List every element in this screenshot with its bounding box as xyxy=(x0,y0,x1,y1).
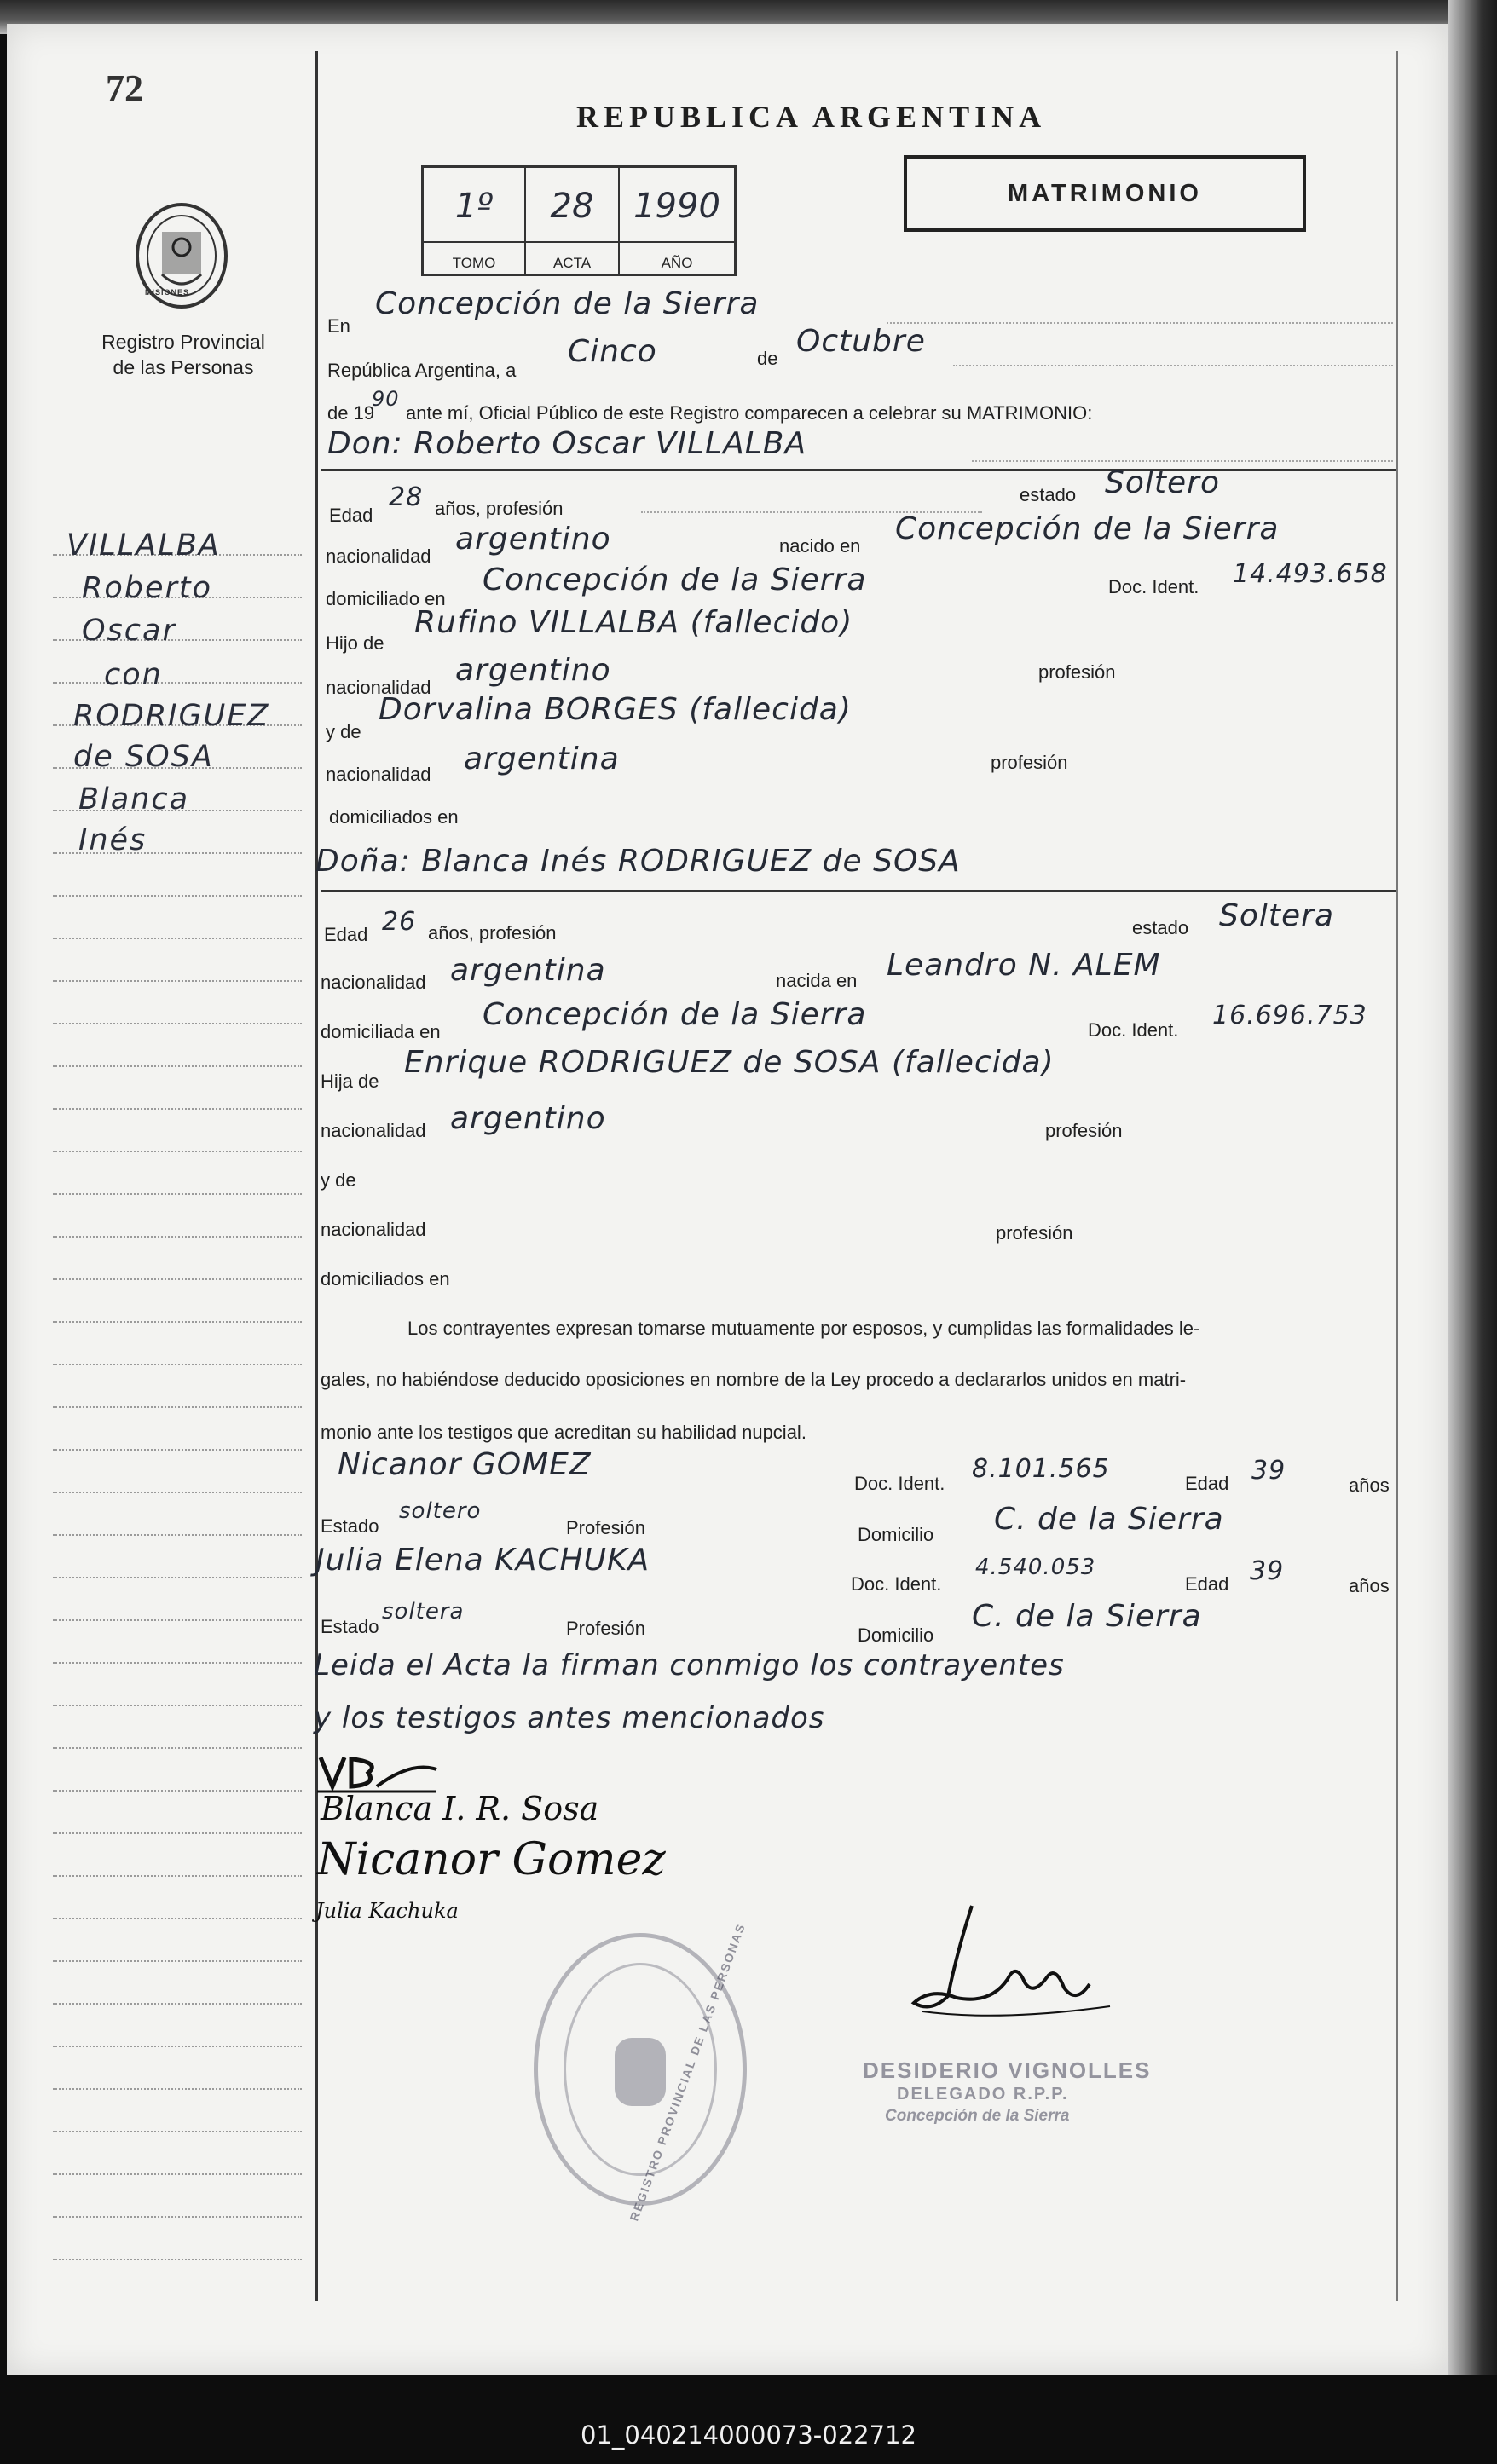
groom-mother-nac: argentina xyxy=(464,742,620,776)
registro-line-1: Registro Provincial xyxy=(101,331,265,353)
margin-dotted-rule xyxy=(53,1705,302,1706)
margin-dotted-rule xyxy=(53,1662,302,1664)
witness-2-estado-label: Estado xyxy=(321,1616,379,1637)
record-box xyxy=(421,165,737,276)
margin-dotted-rule xyxy=(53,1278,302,1280)
page-number: 72 xyxy=(106,67,143,109)
groom-mother-nac-label: nacionalidad xyxy=(326,764,431,785)
tomo-label: TOMO xyxy=(452,255,496,271)
margin-dotted-rule xyxy=(53,1918,302,1919)
margin-name-5: de SOSA xyxy=(73,740,214,774)
groom-father: Rufino VILLALBA (fallecido) xyxy=(414,605,853,640)
margin-dotted-rule xyxy=(53,2003,302,2005)
groom-father-nac-label: nacionalidad xyxy=(326,677,431,698)
bride-divider xyxy=(321,890,1396,892)
witness-1-doc: 8.101.565 xyxy=(972,1454,1110,1484)
witness-1-estado: soltero xyxy=(399,1498,482,1524)
bride-hija-label: Hija de xyxy=(321,1070,379,1092)
tomo-value: 1º xyxy=(454,187,494,226)
margin-name-1: Roberto xyxy=(82,571,213,605)
bride-estado-label: estado xyxy=(1132,917,1189,938)
witness-1-edad-label: Edad xyxy=(1185,1473,1229,1494)
registro-label xyxy=(77,329,290,380)
declaration-line-3: monio ante los testigos que acreditan su habilidad nupcial. xyxy=(321,1422,806,1443)
margin-name-4: RODRIGUEZ xyxy=(73,699,270,733)
groom-father-nac: argentino xyxy=(455,653,611,688)
margin-dotted-rule xyxy=(53,1492,302,1493)
groom-doc-label: Doc. Ident. xyxy=(1108,576,1199,597)
margin-name-6: Blanca xyxy=(78,782,190,817)
groom-name-rule xyxy=(972,460,1393,462)
margin-dotted-rule xyxy=(53,2088,302,2090)
seal-label: MISIONES xyxy=(145,288,190,297)
vb-mark-icon xyxy=(317,1752,445,1795)
bride-father-prof-label: profesión xyxy=(1045,1120,1123,1141)
signature-witness-1: Nicanor Gomez xyxy=(317,1834,666,1885)
country-title: REPUBLICA ARGENTINA xyxy=(576,100,1047,134)
margin-divider xyxy=(315,51,318,2301)
bride-estado: Soltera xyxy=(1219,898,1335,933)
record-box-divider xyxy=(424,241,734,243)
bride-father: Enrique RODRIGUEZ de SOSA (fallecida) xyxy=(404,1045,1055,1080)
intro-place: Concepción de la Sierra xyxy=(375,286,760,321)
registro-line-2: de las Personas xyxy=(113,356,254,378)
witness-2-anos-label: años xyxy=(1349,1575,1390,1596)
official-stamp-title: DELEGADO R.P.P. xyxy=(897,2085,1069,2103)
tomo-cell xyxy=(424,168,526,275)
witness-2-estado: soltera xyxy=(382,1599,465,1624)
scan-footer-bar xyxy=(0,2375,1497,2464)
groom-nac-label: nacionalidad xyxy=(326,545,431,567)
bride-edad-label: Edad xyxy=(324,924,368,945)
bride-domicilio: Concepción de la Sierra xyxy=(483,997,867,1032)
groom-edad-label: Edad xyxy=(329,505,373,526)
closing-line-1: Leida el Acta la firman conmigo los contrayentes xyxy=(314,1648,1065,1682)
margin-dotted-rule xyxy=(53,1023,302,1024)
witness-1-prof-label: Profesión xyxy=(566,1517,645,1538)
witness-2-doc-label: Doc. Ident. xyxy=(851,1573,942,1595)
groom-yde-label: y de xyxy=(326,721,361,742)
book-binding-edge xyxy=(1448,0,1497,2464)
groom-estado-label: estado xyxy=(1020,484,1077,505)
margin-dotted-rule xyxy=(53,1577,302,1578)
act-type-box: MATRIMONIO xyxy=(904,155,1306,232)
en-label: En xyxy=(327,315,350,337)
official-stamp-name: DESIDERIO VIGNOLLES xyxy=(863,2057,1152,2083)
bride-nacida-en: Leandro N. ALEM xyxy=(887,948,1161,983)
ano-value: 1990 xyxy=(633,187,720,226)
margin-dotted-rule xyxy=(53,1832,302,1834)
groom-nacido-en: Concepción de la Sierra xyxy=(895,511,1280,546)
intro-text: ante mí, Oficial Público de este Registro comparecen a celebrar su MATRIMONIO: xyxy=(406,402,1093,424)
margin-dotted-rule xyxy=(53,2131,302,2132)
official-signature-icon xyxy=(897,1902,1118,2030)
right-border xyxy=(1396,51,1398,2301)
round-stamp-text: REGISTRO PROVINCIAL DE LAS PERSONAS xyxy=(627,1921,748,2223)
groom-estado: Soltero xyxy=(1105,465,1220,500)
margin-name-3: con xyxy=(104,658,163,692)
bride-mother-nac-label: nacionalidad xyxy=(321,1219,426,1240)
witness-2-prof-label: Profesión xyxy=(566,1618,645,1639)
groom-divider xyxy=(321,469,1396,471)
margin-dotted-rule xyxy=(53,682,302,684)
witness-2-edad: 39 xyxy=(1250,1556,1285,1586)
bride-dom-label: domiciliada en xyxy=(321,1021,441,1042)
witness-1-doc-label: Doc. Ident. xyxy=(854,1473,945,1494)
margin-dotted-rule xyxy=(53,1108,302,1110)
declaration-line-2: gales, no habiéndose deducido oposiciones en nombre de la Ley procedo a declararlos unidos en matri- xyxy=(321,1369,1187,1390)
margin-dotted-rule xyxy=(53,1790,302,1792)
margin-dotted-rule xyxy=(53,1151,302,1152)
groom-mother: Dorvalina BORGES (fallecida) xyxy=(379,692,852,727)
official-stamp-place: Concepción de la Sierra xyxy=(885,2107,1070,2125)
signature-bride: Blanca I. R. Sosa xyxy=(321,1790,599,1827)
ano-cell xyxy=(620,168,734,275)
signature-witness-2: Julia Kachuka xyxy=(315,1899,459,1923)
intro-year-prefix: de 19 xyxy=(327,402,375,424)
margin-dotted-rule xyxy=(53,1875,302,1877)
margin-dotted-rule xyxy=(53,938,302,939)
bride-yde-label: y de xyxy=(321,1169,356,1191)
groom-name: Don: Roberto Oscar VILLALBA xyxy=(327,426,807,461)
witness-1-domicilio: C. de la Sierra xyxy=(994,1502,1224,1537)
groom-domicilio: Concepción de la Sierra xyxy=(483,563,867,597)
witness-1-dom-label: Domicilio xyxy=(858,1524,934,1545)
bride-nacida-label: nacida en xyxy=(776,970,858,991)
bride-father-nac-label: nacionalidad xyxy=(321,1120,426,1141)
groom-nacionalidad: argentino xyxy=(455,522,611,557)
margin-dotted-rule xyxy=(53,1449,302,1451)
round-stamp xyxy=(534,1921,748,2223)
intro-place-rule xyxy=(887,322,1393,324)
groom-dom-label: domiciliado en xyxy=(326,588,446,609)
bride-anos-label: años, profesión xyxy=(428,922,557,943)
margin-dotted-rule xyxy=(53,1193,302,1195)
groom-doc: 14.493.658 xyxy=(1233,559,1388,589)
acta-label: ACTA xyxy=(552,255,592,271)
margin-name-7: Inés xyxy=(78,823,147,857)
groom-father-prof-label: profesión xyxy=(1038,661,1116,683)
groom-mother-prof-label: profesión xyxy=(991,752,1068,773)
margin-name-2: Oscar xyxy=(82,614,176,648)
margin-dotted-rule xyxy=(53,2173,302,2175)
intro-month-rule xyxy=(953,365,1393,366)
ano-label: AÑO xyxy=(661,255,693,271)
groom-anos-label: años, profesión xyxy=(435,498,564,519)
witness-1-estado-label: Estado xyxy=(321,1515,379,1537)
margin-dotted-rule xyxy=(53,2259,302,2260)
witness-1-anos-label: años xyxy=(1349,1474,1390,1496)
margin-dotted-rule xyxy=(53,1534,302,1536)
witness-1-name: Nicanor GOMEZ xyxy=(338,1447,592,1482)
round-stamp-emblem-icon xyxy=(615,2038,666,2106)
margin-dotted-rule xyxy=(53,2216,302,2218)
margin-dotted-rule xyxy=(53,1065,302,1067)
closing-line-2: y los testigos antes mencionados xyxy=(314,1701,825,1735)
bride-mother-prof-label: profesión xyxy=(996,1222,1073,1244)
intro-day: Cinco xyxy=(568,334,657,369)
groom-domiciliados-label: domiciliados en xyxy=(329,806,459,828)
bride-nac-label: nacionalidad xyxy=(321,972,426,993)
witness-2-dom-label: Domicilio xyxy=(858,1624,934,1646)
bride-edad: 26 xyxy=(382,907,417,937)
margin-dotted-rule xyxy=(53,980,302,982)
intro-de-label: de xyxy=(757,348,778,369)
margin-dotted-rule xyxy=(53,895,302,897)
bride-name: Doña: Blanca Inés RODRIGUEZ de SOSA xyxy=(315,844,961,879)
margin-name-0: VILLALBA xyxy=(66,528,221,563)
intro-month: Octubre xyxy=(796,324,926,359)
bride-nacionalidad: argentina xyxy=(450,953,606,988)
margin-dotted-rule xyxy=(53,1321,302,1323)
witness-2-name: Julia Elena KACHUKA xyxy=(315,1543,650,1578)
margin-dotted-rule xyxy=(53,1619,302,1621)
margin-dotted-rule xyxy=(53,1747,302,1749)
witness-2-doc: 4.540.053 xyxy=(975,1555,1096,1580)
margin-dotted-rule xyxy=(53,2046,302,2047)
bride-doc-label: Doc. Ident. xyxy=(1088,1019,1179,1041)
margin-dotted-rule xyxy=(53,1406,302,1408)
bride-domiciliados-label: domiciliados en xyxy=(321,1268,450,1290)
groom-hijo-label: Hijo de xyxy=(326,632,384,654)
acta-value: 28 xyxy=(550,187,594,226)
margin-dotted-rule xyxy=(53,1960,302,1962)
declaration-line-1: Los contrayentes expresan tomarse mutuamente por esposos, y cumplidas las formalidades le- xyxy=(407,1318,1200,1339)
witness-1-edad: 39 xyxy=(1251,1456,1286,1486)
intro-year-suffix: 90 xyxy=(372,387,400,411)
margin-dotted-rule xyxy=(53,1236,302,1238)
footer-code: 01_040214000073-022712 xyxy=(581,2421,916,2450)
witness-2-edad-label: Edad xyxy=(1185,1573,1229,1595)
republica-label: República Argentina, a xyxy=(327,360,517,381)
groom-nacido-label: nacido en xyxy=(779,535,861,557)
margin-dotted-rule xyxy=(53,1364,302,1365)
groom-edad: 28 xyxy=(389,482,424,512)
bride-father-nac: argentino xyxy=(450,1101,606,1136)
witness-2-domicilio: C. de la Sierra xyxy=(972,1599,1202,1634)
province-seal-icon xyxy=(126,198,237,317)
bride-doc: 16.696.753 xyxy=(1212,1001,1367,1030)
acta-cell xyxy=(526,168,620,275)
